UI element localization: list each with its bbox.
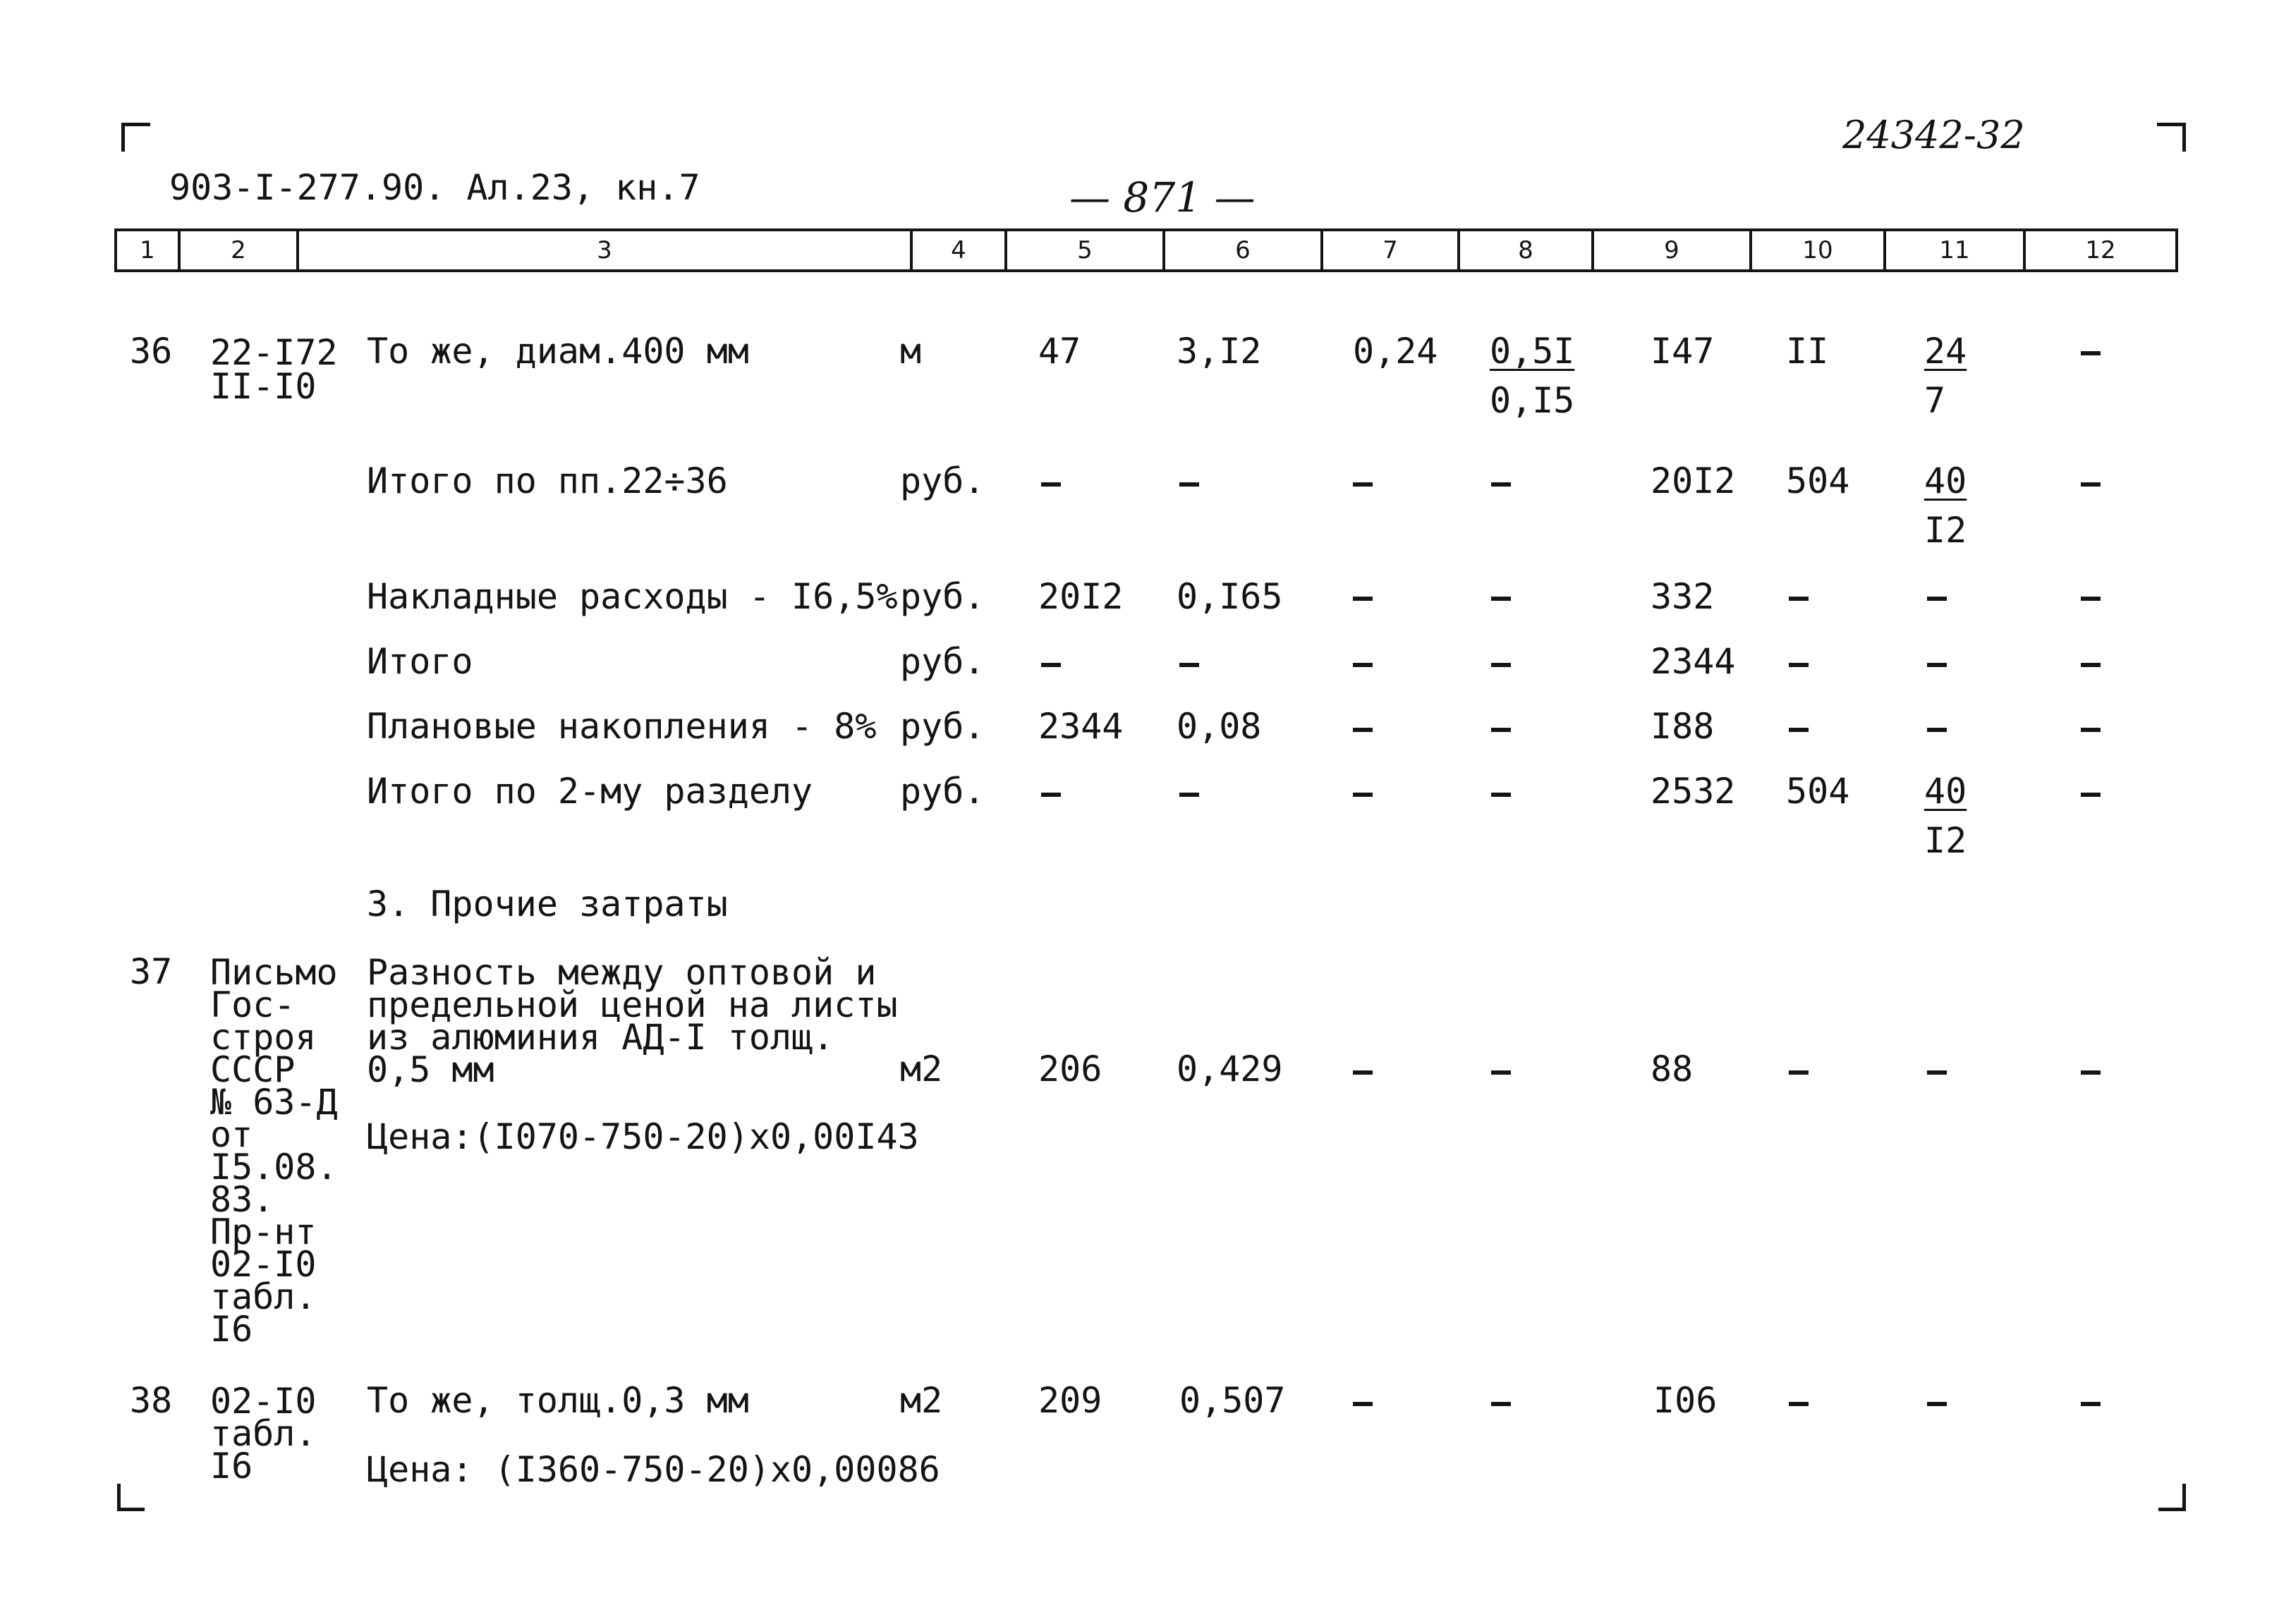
col7-dash <box>1353 482 1373 487</box>
unit: м2 <box>900 1049 943 1089</box>
col12-dash <box>2081 1402 2101 1406</box>
item-name: Плановые накопления - 8% <box>367 706 877 747</box>
col8-dash <box>1491 482 1511 487</box>
column-header-5: 5 <box>1077 236 1093 264</box>
item-name: Накладные расходы - I6,5% <box>367 576 898 617</box>
col12-dash <box>2081 597 2101 601</box>
row-number: 37 <box>130 951 173 992</box>
quantity-dash <box>1041 482 1061 487</box>
col9-value: 88 <box>1651 1049 1694 1089</box>
column-header-3: 3 <box>597 236 612 264</box>
column-header-9: 9 <box>1664 236 1679 264</box>
archive-number: 24342-32 <box>1842 113 2025 157</box>
col12-dash <box>2081 793 2101 797</box>
norm-code: Письмо Гос- строя СССР № 63-Д от I5.08. 83. Пр-нт 02-I0 табл. I6 <box>210 952 338 1350</box>
unit: м2 <box>900 1380 943 1421</box>
column-header-2: 2 <box>231 236 246 264</box>
col12-dash <box>2081 351 2101 355</box>
col9-value: 20I2 <box>1651 460 1736 501</box>
document-reference: 903-I-277.90. Ал.23, кн.7 <box>169 167 700 208</box>
col12-dash <box>2081 728 2101 732</box>
quantity: 47 <box>1038 331 1081 372</box>
unit: руб. <box>900 706 985 747</box>
col12-dash <box>2081 1070 2101 1075</box>
column-header-6: 6 <box>1235 236 1251 264</box>
col11-dash <box>1927 597 1947 601</box>
col9-value: 2344 <box>1651 641 1736 682</box>
column-header-row <box>114 228 2178 272</box>
row-number: 36 <box>130 331 173 372</box>
quantity: 209 <box>1038 1380 1102 1421</box>
col8-bottom-value: 0,I5 <box>1490 380 1575 421</box>
col11-bottom-value: I2 <box>1924 510 1967 551</box>
col10-dash <box>1789 663 1809 667</box>
unit: руб. <box>900 771 985 812</box>
col8-dash <box>1491 597 1511 601</box>
norm-code: 22-I72 II-I0 <box>210 332 338 407</box>
price-formula: Цена:(I070-750-20)х0,00I43 <box>367 1116 919 1157</box>
col8-top-value: 0,5I <box>1490 331 1575 372</box>
col11-top-value: 40 <box>1924 460 1967 501</box>
col10-dash <box>1789 1402 1809 1406</box>
corner-mark-top-right <box>2157 123 2186 152</box>
col11-dash <box>1927 728 1947 732</box>
col11-dash <box>1927 663 1947 667</box>
column-header-8: 8 <box>1518 236 1533 264</box>
col11-dash <box>1927 1402 1947 1406</box>
col8-dash <box>1491 793 1511 797</box>
unit-price-dash <box>1179 663 1199 667</box>
unit: м <box>900 331 922 372</box>
col10-value: II <box>1786 331 1829 372</box>
column-header-1: 1 <box>140 236 155 264</box>
unit-price: 3,I2 <box>1177 331 1262 372</box>
col10-value: 504 <box>1786 460 1850 501</box>
column-header-12: 12 <box>2085 236 2116 264</box>
col8-dash <box>1491 1070 1511 1075</box>
col10-dash <box>1789 1070 1809 1075</box>
col9-value: I88 <box>1651 706 1715 747</box>
col12-dash <box>2081 482 2101 487</box>
col9-value: I47 <box>1651 331 1715 372</box>
col7-value: 0,24 <box>1353 331 1438 372</box>
item-name: Итого по 2-му разделу <box>367 771 813 812</box>
quantity: 20I2 <box>1038 576 1124 617</box>
col11-top-value: 40 <box>1924 771 1967 812</box>
price-formula: Цена: (I360-750-20)х0,00086 <box>367 1449 940 1490</box>
col10-dash <box>1789 728 1809 732</box>
col11-top-value: 24 <box>1924 331 1967 372</box>
quantity-dash <box>1041 663 1061 667</box>
col10-dash <box>1789 597 1809 601</box>
column-header-10: 10 <box>1802 236 1833 264</box>
unit-price-dash <box>1179 482 1199 487</box>
col7-dash <box>1353 1402 1373 1406</box>
col7-dash <box>1353 663 1373 667</box>
page-number: — 871 — <box>1069 173 1256 221</box>
col10-value: 504 <box>1786 771 1850 812</box>
col8-dash <box>1491 663 1511 667</box>
col11-bottom-value: I2 <box>1924 820 1967 861</box>
item-name: Итого по пп.22÷36 <box>367 460 728 501</box>
item-name: Итого <box>367 641 473 682</box>
unit-price: 0,507 <box>1179 1380 1286 1421</box>
unit: руб. <box>900 576 985 617</box>
column-header-7: 7 <box>1382 236 1398 264</box>
col9-value: 2532 <box>1651 771 1736 812</box>
unit-price: 0,08 <box>1177 706 1262 747</box>
unit-price: 0,I65 <box>1177 576 1283 617</box>
column-header-11: 11 <box>1939 236 1970 264</box>
col12-dash <box>2081 663 2101 667</box>
col7-dash <box>1353 1070 1373 1075</box>
quantity: 2344 <box>1038 706 1124 747</box>
item-name: То же, диам.400 мм <box>367 331 749 372</box>
col8-dash <box>1491 1402 1511 1406</box>
col11-dash <box>1927 1070 1947 1075</box>
item-name: То же, толщ.0,3 мм <box>367 1380 749 1421</box>
col9-value: I06 <box>1653 1380 1718 1421</box>
corner-mark-top-left <box>121 123 150 152</box>
unit: руб. <box>900 641 985 682</box>
col7-dash <box>1353 597 1373 601</box>
col11-bottom-value: 7 <box>1924 380 1946 421</box>
section-heading: 3. Прочие затраты <box>367 884 728 924</box>
column-header-4: 4 <box>951 236 966 264</box>
corner-mark-bottom-left <box>117 1484 145 1511</box>
row-number: 38 <box>130 1380 173 1421</box>
col7-dash <box>1353 793 1373 797</box>
item-name: Разность между оптовой и предельной ценой на листы из алюминия АД-I толщ. 0,5 мм <box>367 952 898 1090</box>
unit: руб. <box>900 460 985 501</box>
norm-code: 02-I0 табл. I6 <box>210 1381 317 1486</box>
unit-price: 0,429 <box>1177 1049 1283 1089</box>
col9-value: 332 <box>1651 576 1715 617</box>
col7-dash <box>1353 728 1373 732</box>
unit-price-dash <box>1179 793 1199 797</box>
quantity-dash <box>1041 793 1061 797</box>
quantity: 206 <box>1038 1049 1102 1089</box>
col8-dash <box>1491 728 1511 732</box>
corner-mark-bottom-right <box>2158 1484 2186 1511</box>
